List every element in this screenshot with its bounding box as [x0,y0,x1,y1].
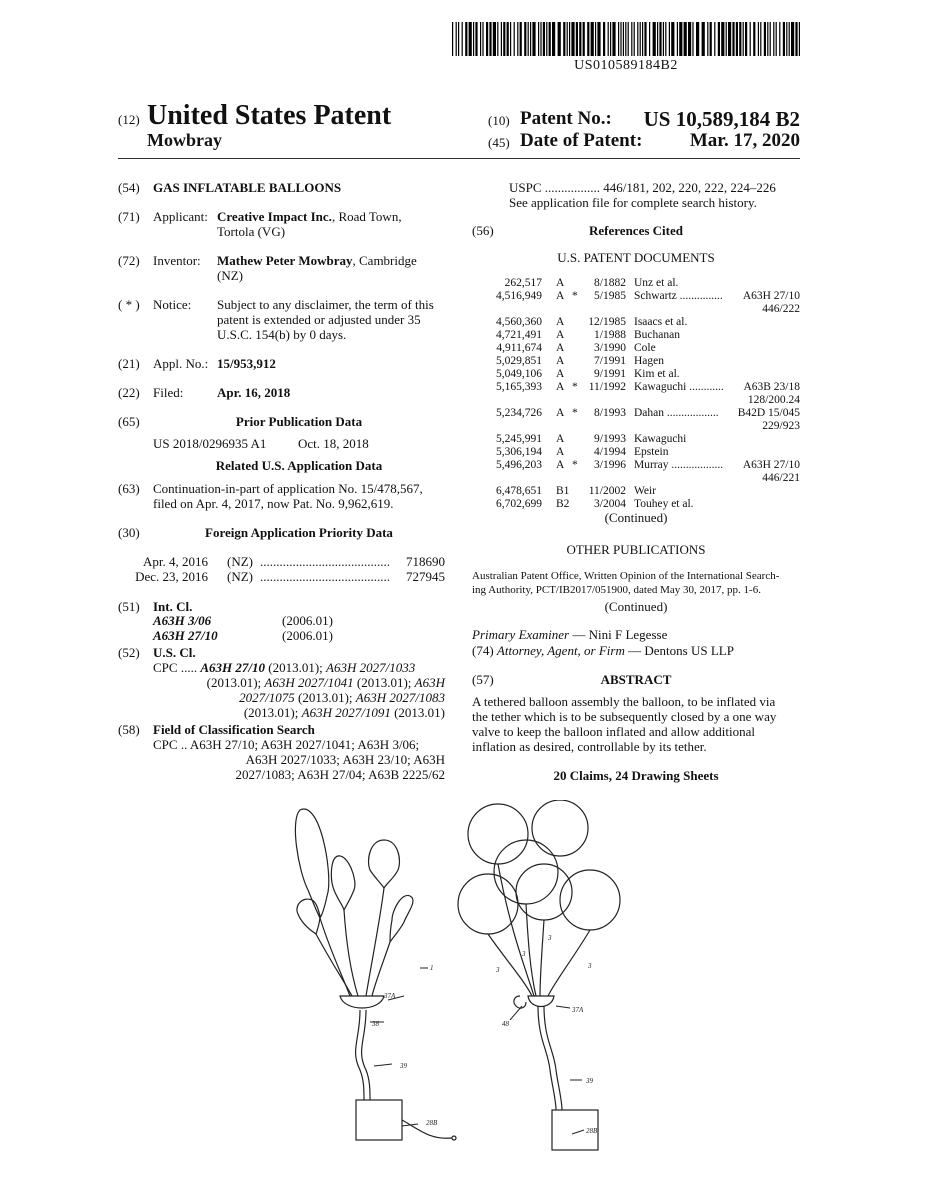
foreign-priority-number: 727945 [406,569,445,584]
foreign-priority-country: (NZ) [227,554,253,569]
primary-examiner-label: Primary Examiner [472,627,570,642]
reference-kind: B1 [556,485,570,497]
code-72: (72) [118,253,140,268]
reference-subclass: 128/200.24 [747,394,800,406]
notice-line2: patent is extended or adjusted under 35 [217,312,421,327]
int-cl-version: (2006.01) [282,628,333,643]
reference-kind: A [556,355,565,367]
reference-kind: A [556,407,565,419]
date-of-patent-value: Mar. 17, 2020 [689,130,800,151]
references-continued: (Continued) [604,510,668,525]
code-51: (51) [118,599,140,614]
code-54: (54) [118,180,140,195]
ref-label-3: 3 [496,966,500,974]
ref-label-39: 39 [400,1062,407,1070]
attorney-label: Attorney, Agent, or Firm [496,643,625,658]
cpc-main-code: A63H 27/10 [200,660,265,675]
code-56: (56) [472,223,494,238]
prior-publication-date: Oct. 18, 2018 [298,436,369,451]
reference-examiner-mark: * [572,381,578,393]
cpc-code: 2027/1075 [239,690,295,705]
abstract-line1: A tethered balloon assembly the balloon, to be inflated via [472,694,776,709]
cpc-line2 [153,675,445,691]
cpc-version: (2013.01); [268,660,323,675]
reference-name: Weir [634,485,657,497]
applicant-name: Creative Impact Inc. [217,209,332,224]
reference-patent-number: 4,911,674 [496,342,542,354]
reference-kind: A [556,368,565,380]
notice-line3: U.S.C. 154(b) by 0 days. [217,327,347,342]
ref-label-39: 39 [586,1077,593,1085]
foreign-priority-date: Apr. 4, 2016 [143,554,208,569]
reference-date: 11/1992 [588,381,626,393]
reference-patent-number: 5,029,851 [496,355,542,367]
us-cl-label: U.S. Cl. [153,645,196,660]
prior-publication-number: US 2018/0296935 A1 [153,436,267,451]
ref-label-37a: 37A [384,992,396,1000]
reference-patent-number: 4,560,360 [496,316,542,328]
ref-label-37a: 37A [572,1006,584,1014]
primary-examiner [472,627,667,643]
cpc-version: (2013.01); [206,675,262,690]
attorney-value: — Dentons US LLP [624,643,734,658]
reference-class: A63H 27/10 [742,290,800,302]
field-of-search-line3: 2027/1083; A63H 27/04; A63B 2225/62 [235,767,445,782]
claims-summary: 20 Claims, 24 Drawing Sheets [553,768,719,783]
reference-kind: A [556,277,565,289]
code-58: (58) [118,722,140,737]
abstract-heading: ABSTRACT [600,672,672,687]
reference-row [472,368,800,381]
reference-date: 4/1994 [594,446,626,458]
reference-date: 3/2004 [594,498,626,510]
foreign-priority-date: Dec. 23, 2016 [135,569,208,584]
applicant-address1: , Road Town, [331,209,402,224]
abstract-line3: valve to keep the balloon inflated and allow additional [472,724,756,739]
foreign-priority-number: 718690 [406,554,445,569]
reference-row [472,407,800,420]
applicant-address2: Tortola (VG) [217,224,286,239]
code-22: (22) [118,385,140,400]
reference-subclass: 446/221 [762,472,800,484]
other-publication-line1: Australian Patent Office, Written Opinion of the International Search- [472,570,780,582]
cpc-line3 [153,690,445,706]
filed-value: Apr. 16, 2018 [217,385,291,400]
cpc-version: (2013.01) [394,705,445,720]
reference-row [472,355,800,368]
document-kind-title: United States Patent [147,100,392,131]
code-12: (12) [118,112,140,127]
cpc-code: A63H 2027/1083 [355,690,445,705]
code-74: (74) [472,643,494,658]
code-notice: ( * ) [118,297,140,312]
notice-label: Notice: [153,297,192,312]
reference-kind: A [556,381,565,393]
reference-name: Murray .................. [634,459,724,471]
inventor-surname: Mowbray [147,130,222,150]
reference-date: 8/1882 [594,277,626,289]
cpc-code: A63H 2027/1091 [301,705,391,720]
reference-name: Hagen [634,355,665,367]
ref-label-3: 3 [522,950,526,958]
other-publications-heading: OTHER PUBLICATIONS [566,542,706,557]
reference-patent-number: 6,702,699 [496,498,542,510]
reference-row [472,446,800,459]
cpc-code: A63H 2027/1033 [326,660,416,675]
us-patent-documents-heading: U.S. PATENT DOCUMENTS [557,250,715,265]
reference-date: 12/1985 [588,316,626,328]
code-63: (63) [118,481,140,496]
reference-kind: A [556,459,565,471]
reference-patent-number: 5,165,393 [496,381,542,393]
reference-name: Kim et al. [634,368,680,380]
reference-date: 3/1990 [594,342,626,354]
reference-date: 5/1985 [594,290,626,302]
int-cl-version: (2006.01) [282,613,333,628]
reference-kind: A [556,433,565,445]
reference-row [472,277,800,290]
reference-name: Schwartz ............... [634,290,723,302]
ref-label-28b: 28B [586,1127,598,1135]
patent-no-value: US 10,589,184 B2 [643,107,800,131]
references-cited-heading: References Cited [589,223,683,238]
applicant-line1 [217,209,402,225]
reference-class: B42D 15/045 [737,407,800,419]
reference-kind: A [556,329,565,341]
attorney [472,643,734,659]
reference-kind: A [556,290,565,302]
code-30: (30) [118,525,140,540]
inventor-line1 [217,253,417,269]
reference-row [472,290,800,303]
reference-date: 9/1993 [594,433,626,445]
reference-subclass: 446/222 [762,303,800,315]
code-57: (57) [472,672,494,687]
inventor-city: , Cambridge [352,253,417,268]
reference-patent-number: 5,496,203 [496,459,542,471]
reference-kind: A [556,316,565,328]
reference-row [472,316,800,329]
continuation-line1: Continuation-in-part of application No. 15/478,567, [153,481,423,496]
reference-patent-number: 5,049,106 [496,368,542,380]
cpc-version: (2013.01); [243,705,299,720]
reference-date: 7/1991 [594,355,626,367]
inventor-name: Mathew Peter Mowbray [217,253,353,268]
cpc-version: (2013.01); [356,675,412,690]
code-10: (10) [488,113,510,128]
reference-row [472,485,800,498]
reference-date: 3/1996 [594,459,626,471]
reference-date: 1/1988 [594,329,626,341]
cpc-line4 [153,705,445,721]
foreign-priority-country: (NZ) [227,569,253,584]
header-rule [118,158,800,159]
foreign-priority-heading: Foreign Application Priority Data [205,525,393,540]
inventor-country: (NZ) [217,268,243,283]
cpc-prefix: CPC ..... [153,660,198,675]
reference-name: Kawaguchi ............ [634,381,724,393]
inventor-label: Inventor: [153,253,201,268]
barcode [452,22,800,56]
related-application-heading: Related U.S. Application Data [215,458,383,473]
invention-title: GAS INFLATABLE BALLOONS [153,180,342,195]
figure-deflated-balloons [295,809,456,1140]
appl-no-value: 15/953,912 [217,356,276,371]
other-publication-line2: ing Authority, PCT/IB2017/051900, dated May 30, 2017, pp. 1-6. [472,584,761,596]
reference-date: 11/2002 [588,485,626,497]
reference-row [472,329,800,342]
code-45: (45) [488,135,510,150]
filed-label: Filed: [153,385,184,400]
reference-name: Epstein [634,446,669,458]
reference-name: Buchanan [634,329,680,341]
reference-kind: A [556,342,565,354]
reference-row [472,459,800,472]
reference-name: Kawaguchi [634,433,687,445]
int-cl-code: A63H 27/10 [153,628,218,643]
reference-patent-number: 5,234,726 [496,407,542,419]
date-of-patent-label: Date of Patent: [520,130,643,151]
reference-class: A63B 23/18 [743,381,800,393]
uspc-line: USPC ................. 446/181, 202, 220, 222, 224–226 [509,180,776,195]
leader-dots: ........................................ [260,569,390,584]
applicant-label: Applicant: [153,209,208,224]
reference-patent-number: 5,245,991 [496,433,542,445]
reference-name: Dahan .................. [634,407,719,419]
prior-publication-heading: Prior Publication Data [235,414,363,429]
reference-name: Touhey et al. [634,498,694,510]
int-cl-code: A63H 3/06 [153,613,212,628]
reference-examiner-mark: * [572,407,578,419]
code-52: (52) [118,645,140,660]
cpc-version: (2013.01); [298,690,353,705]
reference-row [472,433,800,446]
patent-no-label: Patent No.: [520,108,612,129]
field-of-search-label: Field of Classification Search [153,722,315,737]
reference-class: A63H 27/10 [742,459,800,471]
int-cl-label: Int. Cl. [153,599,193,614]
reference-row [472,381,800,394]
reference-patent-number: 4,516,949 [496,290,542,302]
ref-label-3: 3 [588,962,592,970]
search-history-note: See application file for complete search history. [509,195,757,210]
code-71: (71) [118,209,140,224]
leader-dots: ........................................ [260,554,390,569]
reference-kind: A [556,446,565,458]
field-of-search-line1: CPC .. A63H 27/10; A63H 2027/1041; A63H 3/06; [153,737,420,752]
ref-label-3: 3 [548,934,552,942]
ref-label-1: 1 [430,964,434,972]
reference-date: 9/1991 [594,368,626,380]
appl-no-label: Appl. No.: [153,356,209,371]
reference-patent-number: 262,517 [504,277,542,289]
notice-line1: Subject to any disclaimer, the term of this [217,297,434,312]
reference-date: 8/1993 [594,407,626,419]
ref-label-48: 48 [502,1020,509,1028]
figure-inflated-balloons [458,800,620,1150]
patent-drawing [280,800,660,1160]
abstract-line4: inflation as desired, controllable by its tether. [472,739,707,754]
reference-subclass: 229/923 [762,420,800,432]
reference-patent-number: 6,478,651 [496,485,542,497]
barcode-number: US010589184B2 [574,58,678,73]
primary-examiner-value: — Nini F Legesse [569,627,668,642]
code-21: (21) [118,356,140,371]
reference-patent-number: 4,721,491 [496,329,542,341]
cpc-code: A63H 2027/1041 [264,675,354,690]
publications-continued: (Continued) [604,599,668,614]
reference-kind: B2 [556,498,570,510]
reference-examiner-mark: * [572,459,578,471]
cpc-code: A63H [414,675,445,690]
abstract-line2: the tether which is to be subsequently closed by a one way [472,709,777,724]
ref-label-38: 38 [372,1020,379,1028]
continuation-line2: filed on Apr. 4, 2017, now Pat. No. 9,962,619. [153,496,394,511]
reference-row [472,342,800,355]
field-of-search-line2: A63H 2027/1033; A63H 23/10; A63H [245,752,445,767]
reference-name: Cole [634,342,656,354]
code-65: (65) [118,414,140,429]
ref-label-28b: 28B [426,1119,438,1127]
reference-name: Isaacs et al. [634,316,688,328]
reference-examiner-mark: * [572,290,578,302]
cpc-line1 [153,660,415,676]
reference-patent-number: 5,306,194 [496,446,542,458]
reference-name: Unz et al. [634,277,679,289]
